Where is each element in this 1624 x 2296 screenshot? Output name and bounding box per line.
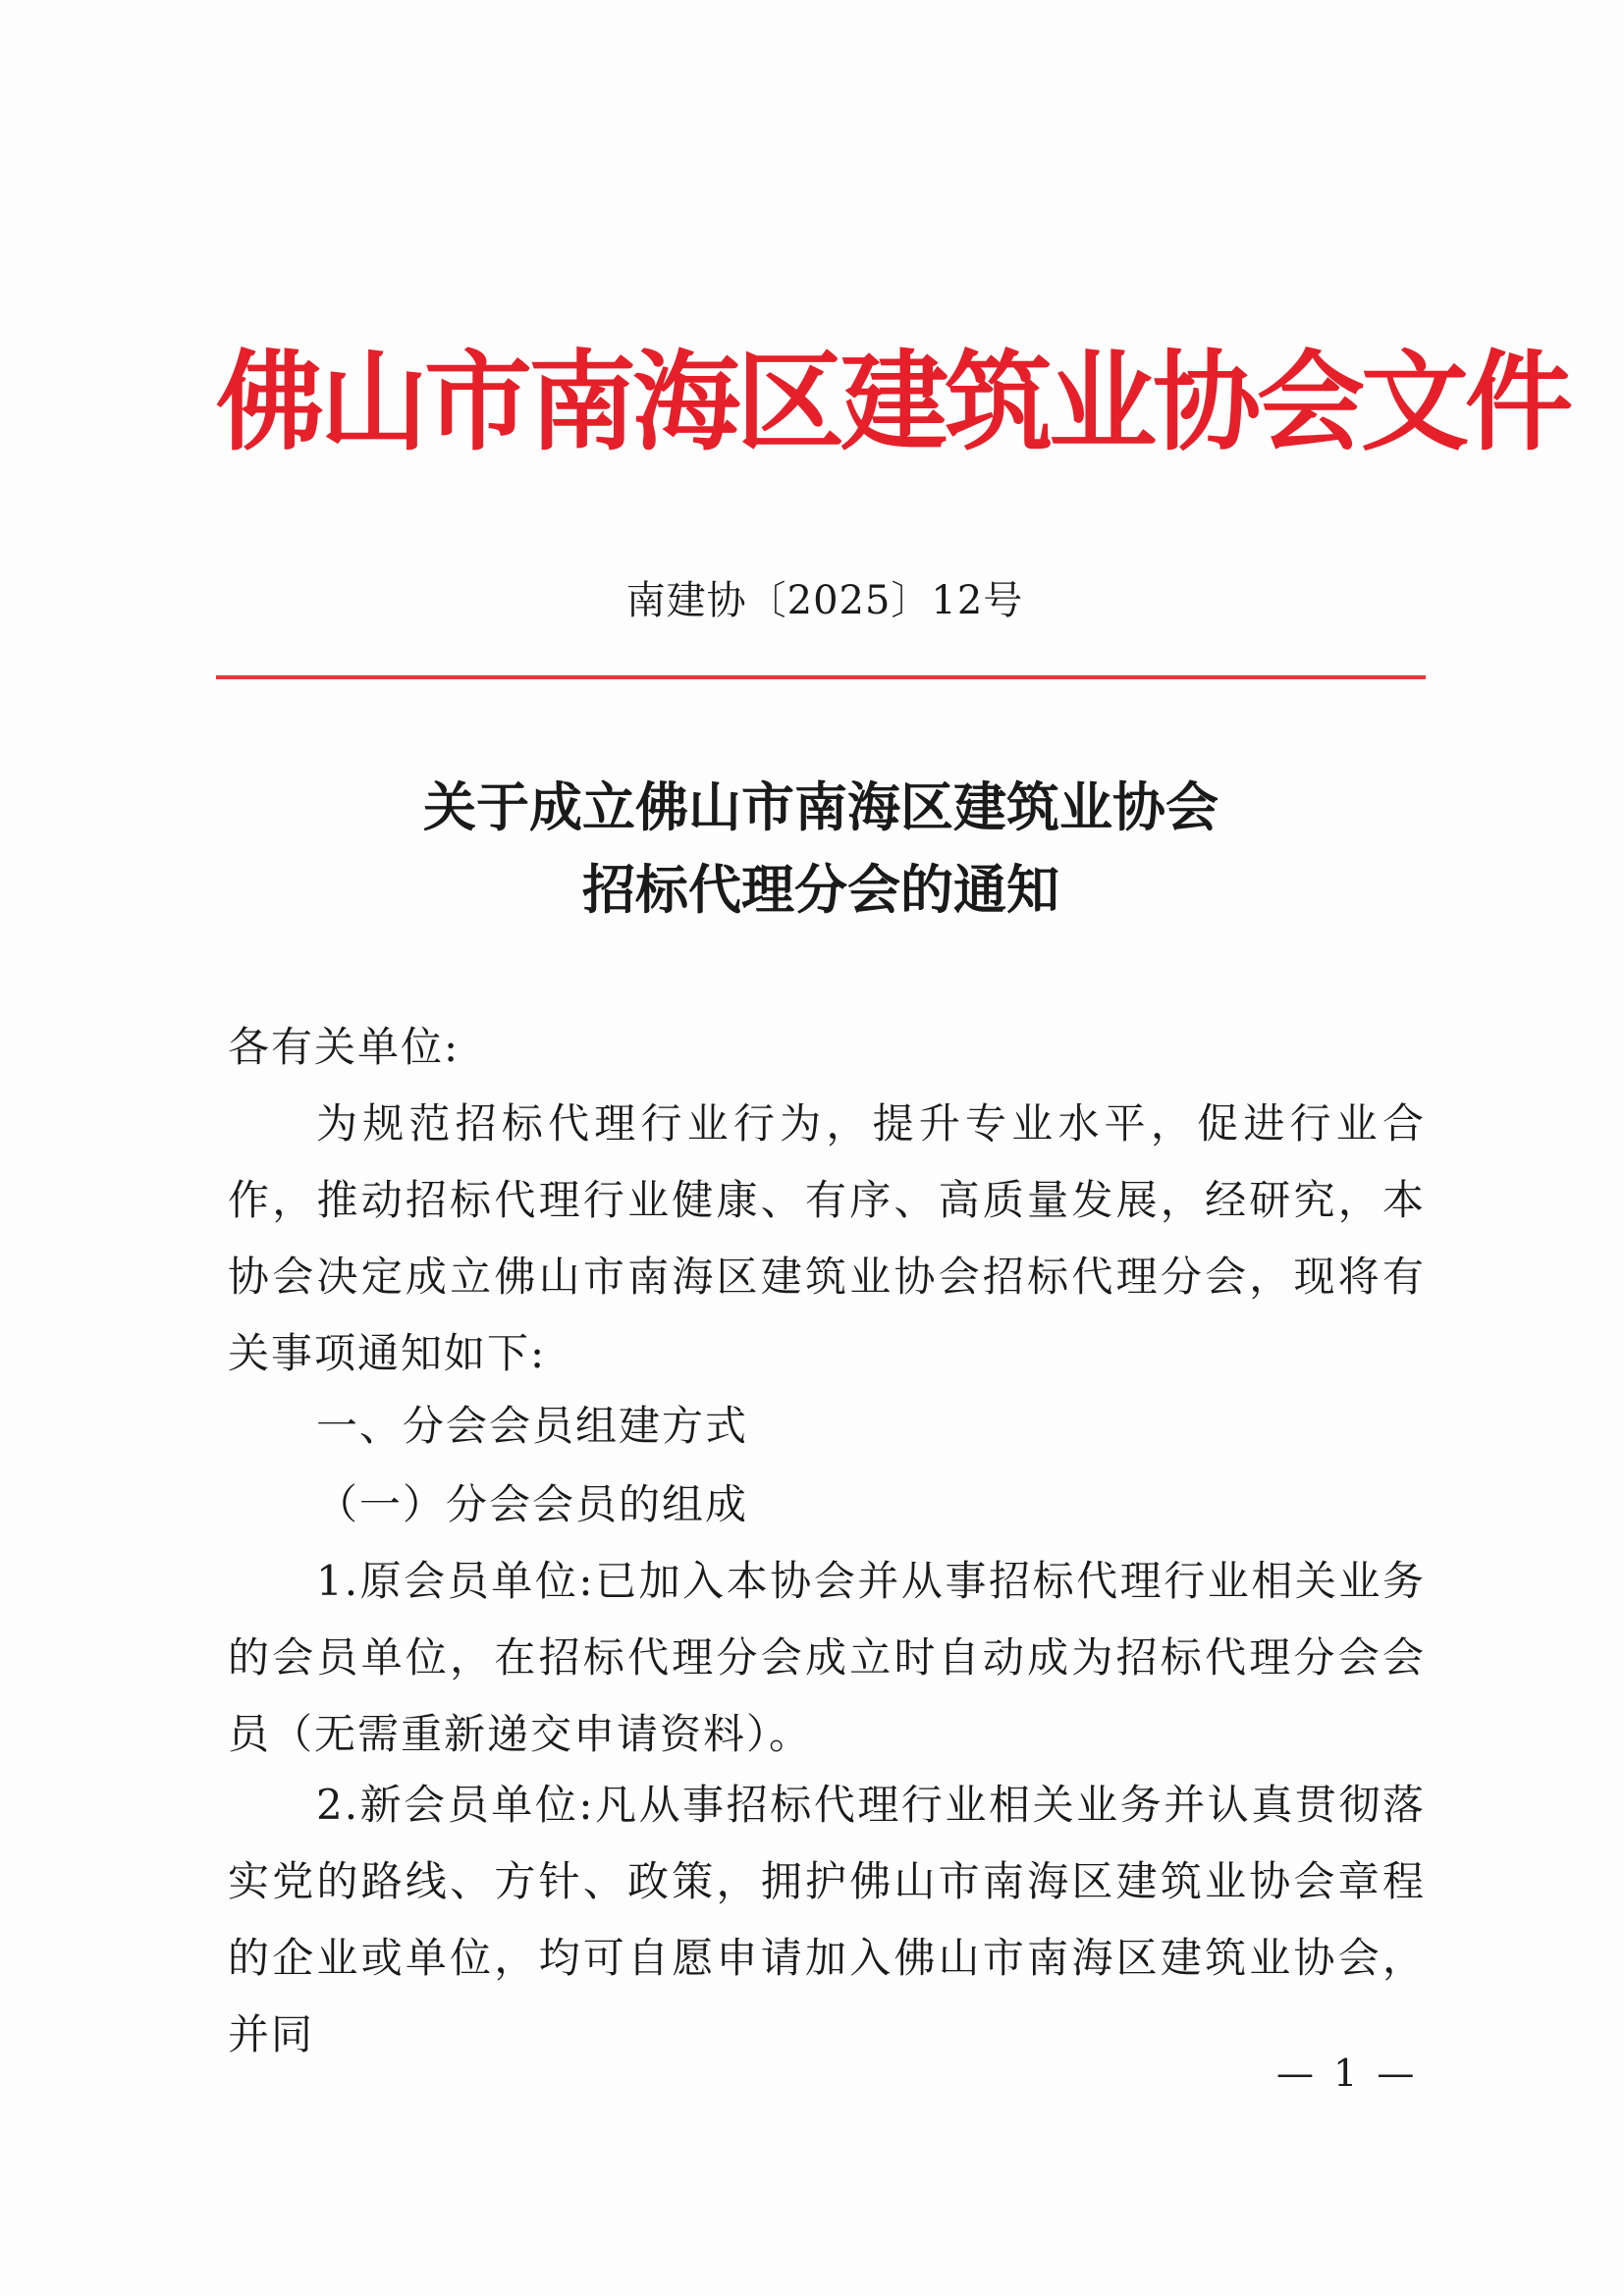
document-title [216,766,1426,931]
subsection-heading-1: （一）分会会员的组成 [316,1480,749,1528]
item-1-paragraph: 1.原会员单位:已加入本协会并从事招标代理行业相关业务的会员单位，在招标代理分会成立时自动成为招标代理分会会员（无需重新递交申请资料）。 [228,1557,1426,1758]
section-heading-1: 一、分会会员组建方式 [316,1402,749,1450]
salutation: 各有关单位: [228,1023,460,1071]
red-divider-line [216,675,1426,679]
page-number: — 1 — [1276,2052,1419,2095]
item-2-paragraph: 2.新会员单位:凡从事招标代理行业相关业务并认真贯彻落实党的路线、方针、政策，拥护佛山市南海区建筑业协会章程的企业或单位，均可自愿申请加入佛山市南海区建筑业协会，并同 [228,1781,1426,2058]
document-masthead: 佛山市南海区建筑业协会文件 [216,340,1569,465]
document-number: 南建协〔2025〕12号 [625,578,1024,623]
title-line-2: 招标代理分会的通知 [582,858,1059,921]
intro-paragraph: 为规范招标代理行业行为，提升专业水平，促进行业合作，推动招标代理行业健康、有序、高质量发展，经研究，本协会决定成立佛山市南海区建筑业协会招标代理分会，现将有关事项通知如下: [228,1099,1426,1377]
title-line-1: 关于成立佛山市南海区建筑业协会 [423,775,1218,838]
